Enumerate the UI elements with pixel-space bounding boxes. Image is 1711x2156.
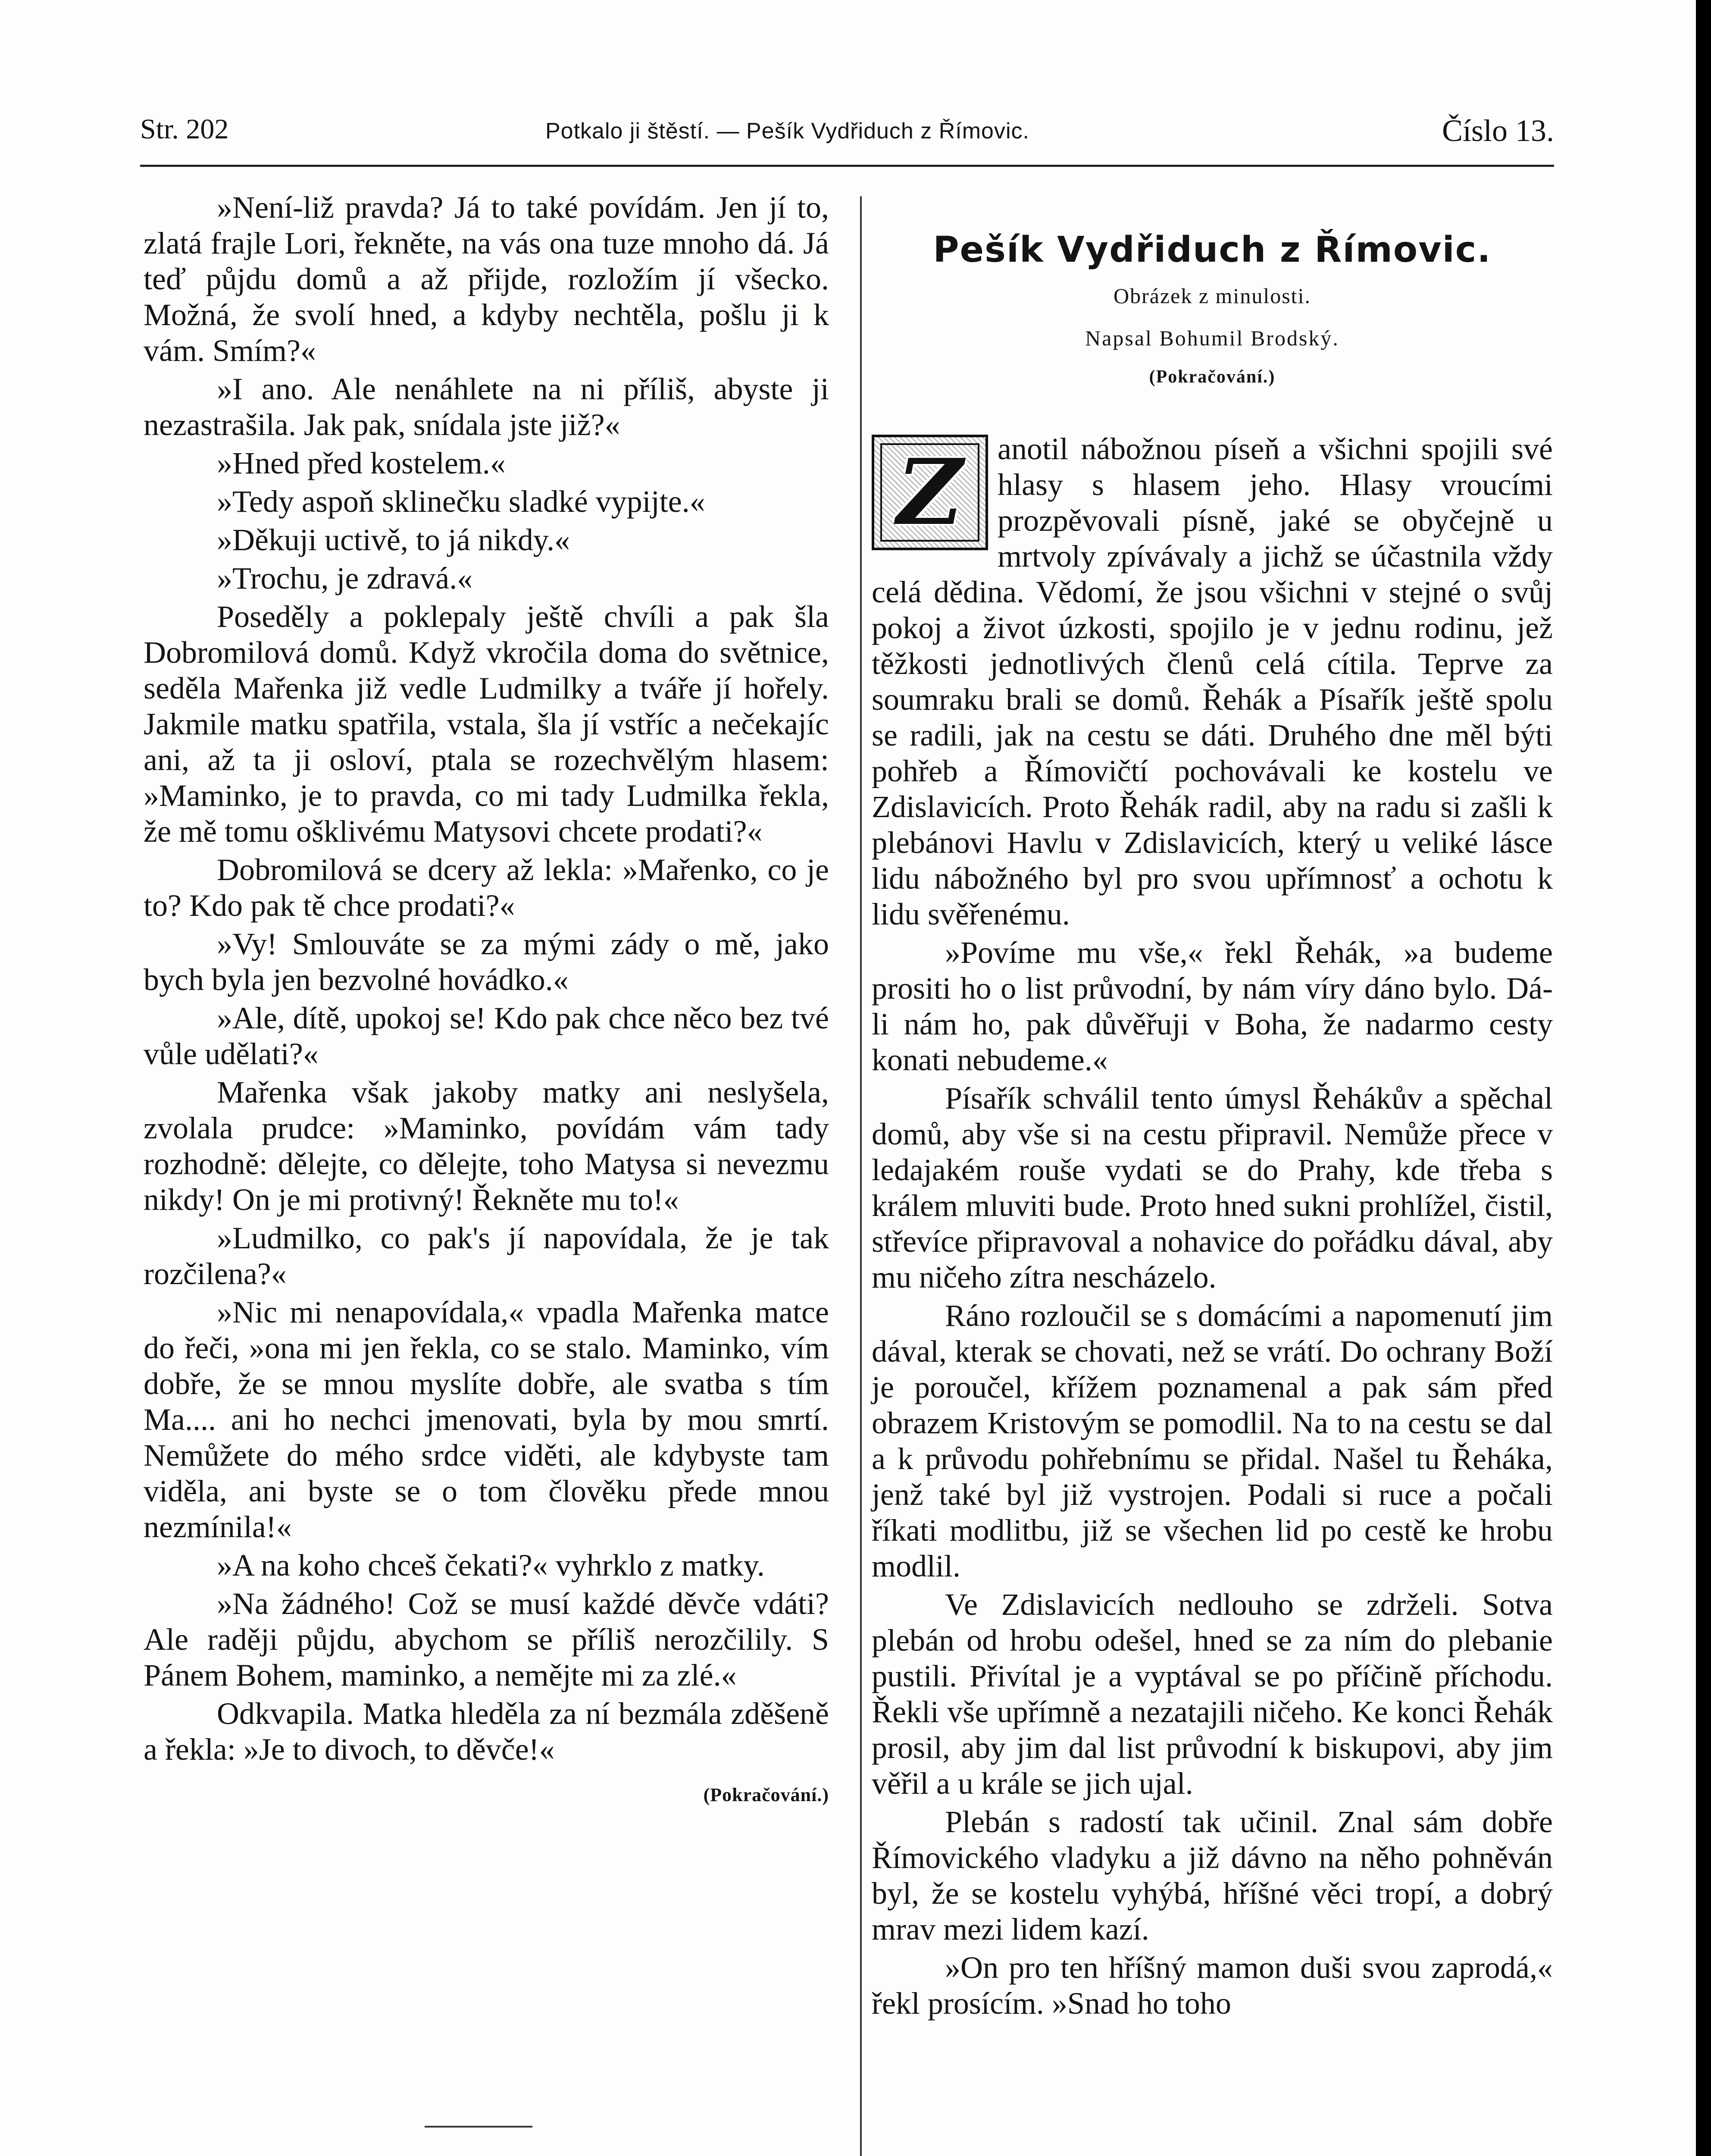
paragraph: »Nic mi nenapovídala,« vpadla Mařenka matce do řeči, »ona mi jen řekla, co se stalo. Maminko, vím dobře, že se mnou myslíte dobře, ale svatba s tím Ma.... ani ho nechci jmenovati, byla by mou smrtí. Nemůžete do mého srdce viděti, ale kdybyste tam viděla, ani byste se o tom člověku přede mnou nezmínila!« [144, 1295, 829, 1544]
drop-cap-letter: Z [897, 439, 963, 545]
paragraph: »Povíme mu vše,« řekl Řehák, »a budeme prositi ho o list průvodní, by nám víry dáno bylo. Dá-li nám ho, pak důvěřuji v Boha, že nadarmo cesty konati nebudeme.« [872, 935, 1553, 1077]
paragraph: »Není-liž pravda? Já to také povídám. Jen jí to, zlatá frajle Lori, řekněte, na vás ona tuze mnoho dá. Já teď půjdu domů a až přijde, rozložím jí všecko. Možná, že svolí hned, a kdyby nechtěla, pošlu ji k vám. Smím?« [144, 190, 829, 368]
paragraph: »A na koho chceš čekati?« vyhrklo z matky. [217, 1548, 765, 1583]
paragraph: Písařík schválil tento úmysl Řehákův a spěchal domů, aby vše si na cestu připravil. Nemůže přece v ledajakém rouše vydati se do Prahy, kde třeba s králem mluviti bude. Proto hned sukni prohlížel, čistil, střevíce připravoval a nohavice do pořádku dával, aby mu ničeho zítra nescházelo. [872, 1081, 1553, 1294]
drop-cap-frame [880, 439, 979, 545]
paragraph: »Ale, dítě, upokoj se! Kdo pak chce něco bez tvé vůle udělati?« [144, 1001, 829, 1071]
paragraph: »Ludmilko, co pak's jí napovídala, že je tak rozčilena?« [144, 1221, 829, 1291]
paragraph: Mařenka však jakoby matky ani neslyšela, zvolala prudce: »Maminko, povídám vám tady rozhodně: dělejte, co dělejte, toho Matysa si nevezmu nikdy! On je mi protivný! Řekněte mu to!« [144, 1075, 829, 1217]
story-title: Pešík Vydřiduch z Římovic. [933, 229, 1492, 270]
paragraph: »On pro ten hříšný mamon duši svou zaprodá,« řekl prosícím. »Snad ho toho [872, 1950, 1553, 2021]
issue-number: Číslo 13. [1442, 113, 1554, 148]
page-number: Str. 202 [140, 113, 229, 145]
story-continued-note: (Pokračování.) [1149, 367, 1276, 387]
story-heading [872, 229, 1553, 389]
paragraph: Ve Zdislavicích nedlouho se zdrželi. Sotva plebán od hrobu odešel, hned se za ním do plebanie pustili. Přivítal je a vyptával se po příčině příchodu. Řekli vše upřímně a nezatajili ničeho. Ke konci Řehák prosil, aby jim dal list průvodní k biskupovi, aby jim věřil a u krále se jich ujal. [872, 1587, 1553, 1801]
paragraph: Plebán s radostí tak učinil. Znal sám dobře Římovického vladyku a již dávno na něho pohněván byl, že se kostelu vyhýbá, hříšné věci tropí, a dobrý mrav mezi lidem kazí. [872, 1805, 1553, 1946]
paragraph: »Tedy aspoň sklinečku sladké vypijte.« [217, 484, 705, 519]
paragraph: »Vy! Smlouváte se za mými zády o mě, jako bych byla jen bezvolné hovádko.« [144, 927, 829, 997]
paragraph: »Trochu, je zdravá.« [217, 561, 473, 595]
paragraph: »I ano. Ale nenáhlete na ni příliš, abyste ji nezastrašila. Jak pak, snídala jste již?« [144, 372, 829, 442]
story-author: Napsal Bohumil Brodský. [1085, 326, 1339, 350]
paragraph: »Na žádného! Což se musí každé děvče vdáti? Ale raději půjdu, abychom se příliš nerozčilily. S Pánem Bohem, maminko, a nemějte mi za zlé.« [144, 1586, 829, 1692]
running-title: Potkalo ji štěstí. — Pešík Vydřiduch z Římovic. [545, 119, 1029, 144]
continued-note: (Pokračování.) [703, 1784, 829, 1805]
story-subtitle: Obrázek z minulosti. [1114, 284, 1311, 308]
right-column [872, 431, 1553, 2024]
left-column [144, 190, 829, 1813]
paragraph: anotil nábožnou píseň a všichni spojili své hlasy s hlasem jeho. Hlasy vroucími prozpěvovali písně, jaké se obyčejně u mrtvoly zpívávaly a jichž se účastnila vždy celá dědina. Vědomí, že jsou všichni v stejné o svůj pokoj a život úzkosti, spojilo je v jednu rodinu, jež těžkosti jednotlivých členů celá cítila. Teprve za soumraku brali se domů. Řehák a Písařík ještě spolu se radili, jak na cestu se dáti. Druhého dne měl býti pohřeb a Římovičtí pochovávali ke kostelu ve Zdislavicích. Proto Řehák radil, aby na radu si zašli k plebánovi Havlu v Zdislavicích, který u veliké lásce lidu nábožného byl pro svou upřímnosť a ochotu k lidu svěřenému. [872, 432, 1553, 931]
paragraph: Poseděly a poklepaly ještě chvíli a pak šla Dobromilová domů. Když vkročila doma do světnice, seděla Mařenka již vedle Ludmilky a tváře jí hořely. Jakmile matku spatřila, vstala, šla jí vstříc a nečekajíc ani, až ta ji osloví, ptala se rozechvělým hlasem: »Maminko, je to pravda, co mi tady Ludmilka řekla, že mě tomu ošklivému Matysovi chcete prodati?« [144, 599, 829, 849]
paragraph: »Hned před kostelem.« [217, 446, 506, 480]
paragraph: »Děkuji uctivě, to já nikdy.« [217, 523, 570, 557]
drop-cap [872, 435, 988, 550]
paragraph: Odkvapila. Matka hleděla za ní bezmála zděšeně a řekla: »Je to divoch, to děvče!« [144, 1696, 829, 1767]
paragraph: Dobromilová se dcery až lekla: »Mařenko, co je to? Kdo pak tě chce prodati?« [144, 852, 829, 923]
running-header [140, 113, 1554, 160]
header-rule [140, 165, 1554, 167]
paragraph: Ráno rozloučil se s domácími a napomenutí jim dával, kterak se chovati, než se vrátí. Do ochrany Boží je poroučel, křížem poznamenal a pak sám před obrazem Kristovým se pomodlil. Na to na cestu se dal a k průvodu pohřebnímu se přidal. Našel tu Řeháka, jenž také byl již vystrojen. Podali si ruce a počali říkati modlitbu, již se všechen lid po cestě ke hrobu modlil. [872, 1298, 1553, 1583]
column-divider [860, 196, 862, 2156]
end-rule [425, 2126, 532, 2128]
page-edge-shadow [1696, 0, 1711, 2156]
